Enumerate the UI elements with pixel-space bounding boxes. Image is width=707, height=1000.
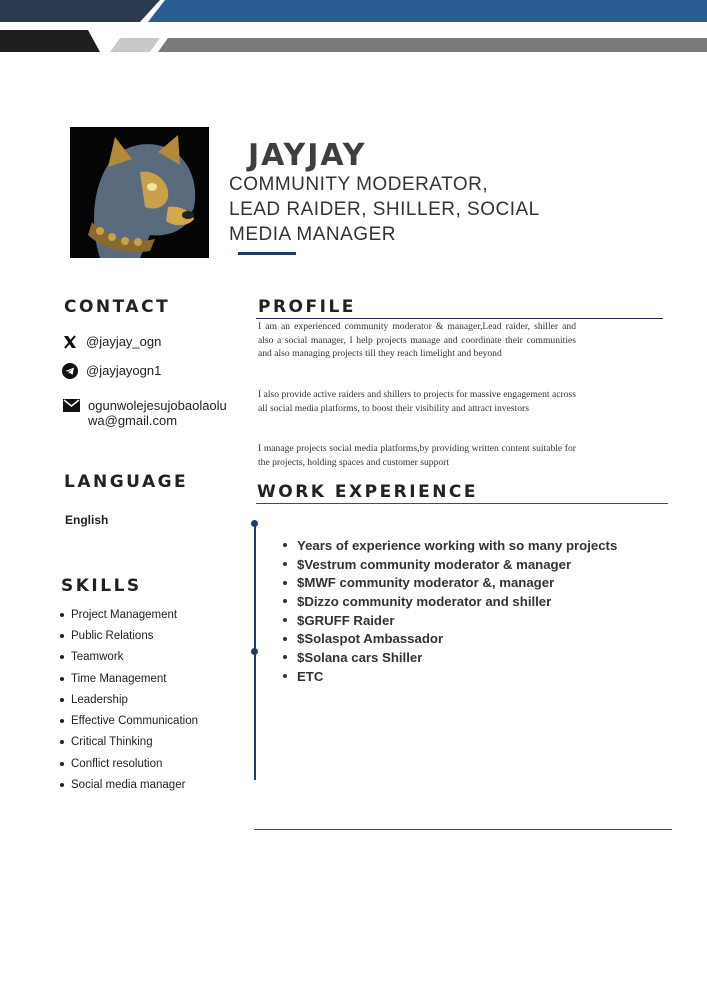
skill-item (60, 625, 198, 646)
email-line-1: ogunwolejesujobaolaolu (88, 398, 227, 413)
work-item (283, 629, 617, 648)
work-item (283, 648, 617, 667)
work-label: $Dizzo community moderator and shiller (297, 593, 552, 609)
work-item (283, 555, 617, 574)
skill-item (60, 689, 198, 710)
contact-email[interactable] (62, 398, 227, 428)
bullet (283, 618, 287, 622)
skill-label: Conflict resolution (71, 757, 163, 770)
bullet (283, 562, 287, 566)
skill-label: Teamwork (71, 651, 124, 664)
telegram-handle[interactable]: @jayjayogn1 (86, 363, 162, 378)
skills-heading: SKILLS (61, 576, 142, 596)
skill-item (60, 604, 198, 625)
bullet (283, 543, 287, 547)
contact-telegram[interactable] (62, 363, 161, 379)
work-divider (256, 503, 668, 504)
skills-list (60, 604, 198, 796)
bullet (60, 655, 64, 659)
job-title-line-1: COMMUNITY MODERATOR, (229, 174, 489, 195)
work-item (283, 573, 617, 592)
profile-paragraph-1: I am an experienced community moderator & manager,Lead raider, shiller and also a social manager, I help projects manage and coordinate their communities and also managing projects till they reach limelight and beyond (258, 321, 576, 360)
bullet (60, 762, 64, 766)
work-experience-list (283, 536, 617, 686)
bottom-divider (254, 829, 672, 830)
bullet (283, 581, 287, 585)
skill-label: Leadership (71, 693, 128, 706)
bullet (60, 783, 64, 787)
avatar (70, 127, 209, 258)
bullet (60, 740, 64, 744)
title-underline (238, 252, 296, 255)
x-logo-icon (62, 334, 78, 350)
timeline-dot (251, 520, 258, 527)
email-line-2: wa@gmail.com (88, 413, 178, 428)
work-experience-heading: WORK EXPERIENCE (257, 482, 479, 502)
job-title-line-3: MEDIA MANAGER (229, 224, 396, 245)
skill-label: Effective Communication (71, 715, 198, 728)
skill-label: Critical Thinking (71, 736, 153, 749)
bullet (283, 599, 287, 603)
skill-label: Project Management (71, 608, 178, 621)
skill-label: Public Relations (71, 629, 154, 642)
bullet (60, 613, 64, 617)
work-item (283, 536, 617, 555)
skill-item (60, 732, 198, 753)
language-english: English (65, 513, 109, 527)
work-item (283, 667, 617, 686)
armored-pitbull-portrait-icon (70, 127, 209, 258)
work-item (283, 592, 617, 611)
language-heading: LANGUAGE (64, 472, 189, 492)
contact-twitter[interactable] (62, 334, 161, 350)
profile-paragraph-3: I manage projects social media platforms,by providing written content suitable for the projects, holding spaces and customer support (258, 443, 576, 468)
skill-item (60, 774, 198, 795)
bullet (60, 634, 64, 638)
envelope-icon (62, 398, 80, 412)
work-item (283, 611, 617, 630)
work-label: $MWF community moderator &, manager (297, 575, 555, 591)
work-label: $Solaspot Ambassador (297, 631, 444, 647)
skill-label: Time Management (71, 672, 167, 685)
bullet (60, 698, 64, 702)
profile-paragraph-2: I also provide active raiders and shillers to projects for massive engagement across all social media platforms, to boost their visibility and attract investors (258, 389, 576, 414)
bullet (283, 637, 287, 641)
profile-divider (256, 318, 663, 319)
work-label: $Solana cars Shiller (297, 649, 423, 665)
work-label: Years of experience working with so many projects (297, 537, 618, 553)
job-title-line-2: LEAD RAIDER, SHILLER, SOCIAL (229, 199, 540, 220)
bullet (60, 719, 64, 723)
email-address[interactable] (88, 398, 227, 428)
skill-item (60, 710, 198, 731)
work-label: ETC (297, 668, 324, 684)
skill-item (60, 668, 198, 689)
telegram-icon (62, 363, 78, 379)
twitter-handle[interactable]: @jayjay_ogn (86, 334, 162, 349)
skill-item (60, 753, 198, 774)
person-name: JAYJAY (248, 138, 367, 173)
bullet (60, 677, 64, 681)
bullet (283, 655, 287, 659)
bullet (283, 674, 287, 678)
work-label: $GRUFF Raider (297, 612, 395, 628)
work-label: $Vestrum community moderator & manager (297, 556, 572, 572)
timeline-dot (251, 648, 258, 655)
contact-heading: CONTACT (64, 297, 171, 317)
header-decoration (0, 0, 707, 55)
skill-label: Social media manager (71, 779, 186, 792)
skill-item (60, 647, 198, 668)
profile-heading: PROFILE (258, 297, 356, 317)
